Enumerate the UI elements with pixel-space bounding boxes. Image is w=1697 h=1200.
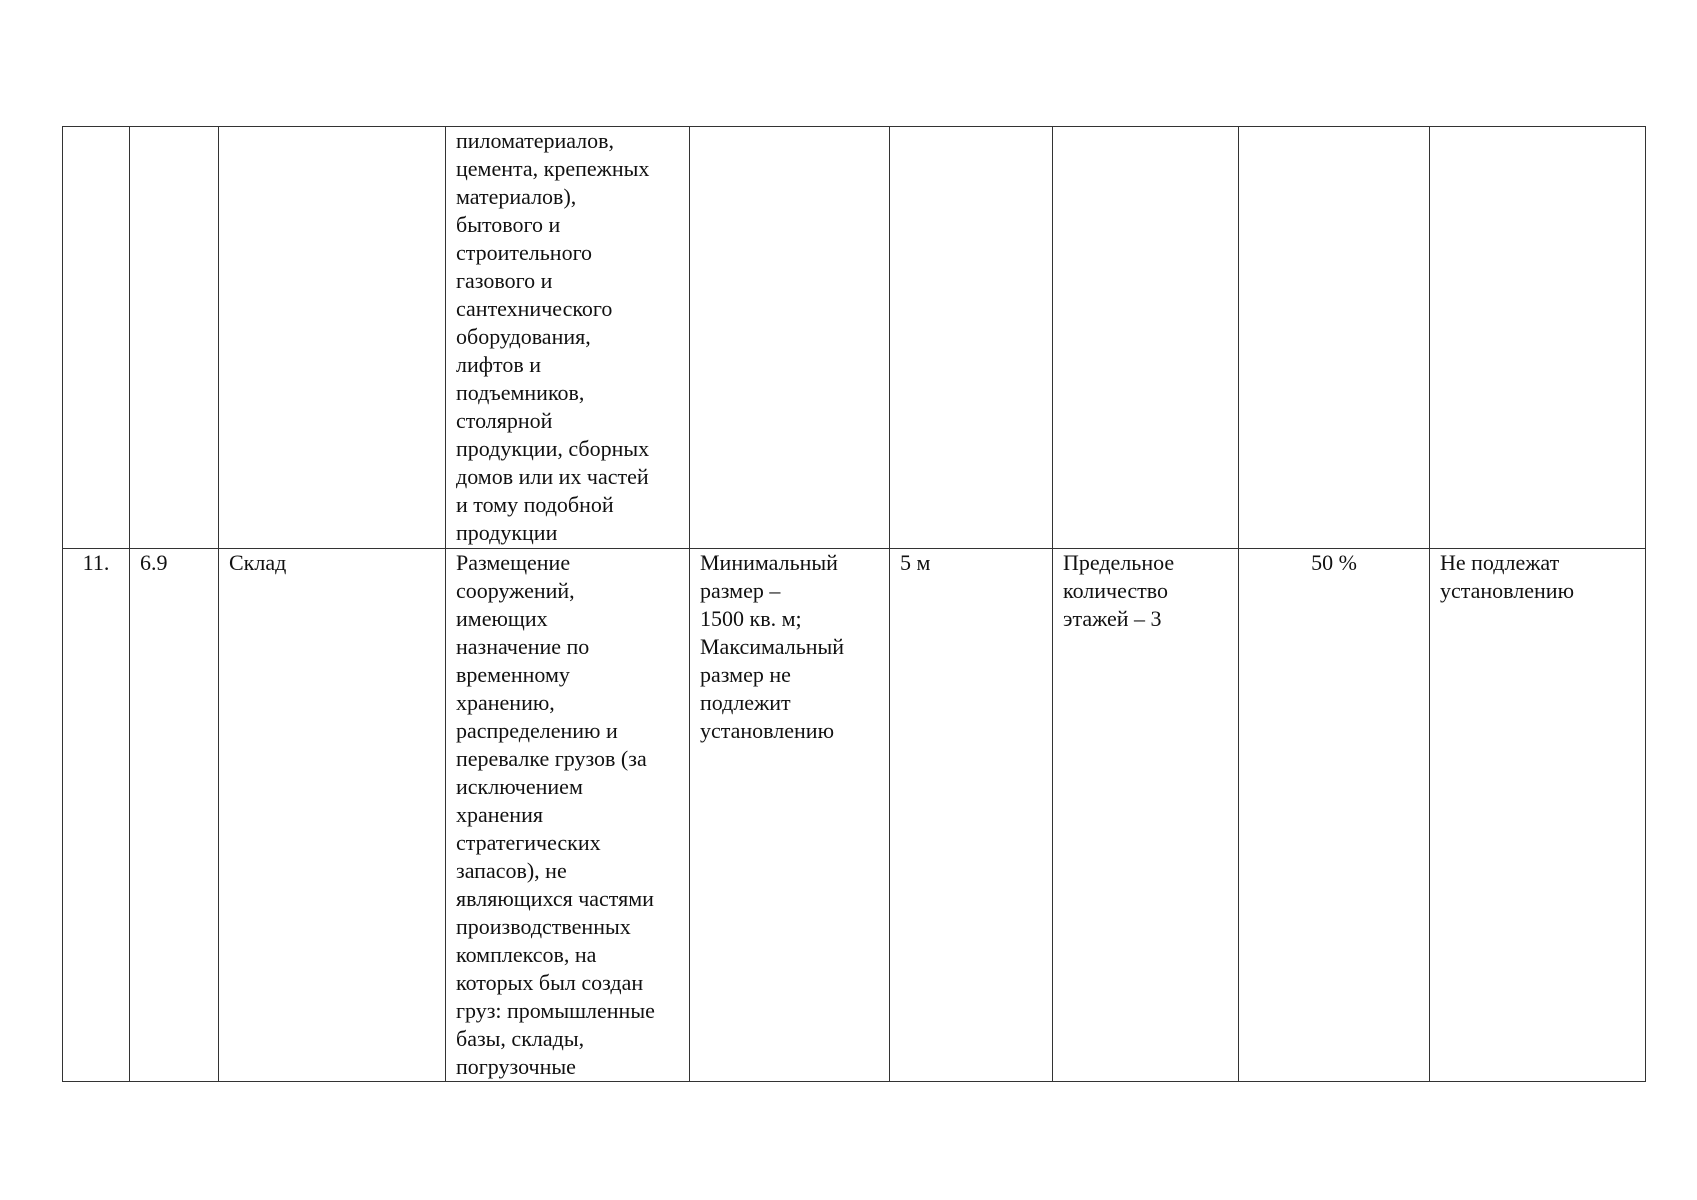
cell-plot-size <box>690 549 890 1082</box>
description-text: пиломатериалов, цемента, крепежных материалов), бытового и строительного газового и сантехнического оборудования, лифтов и подъемников, столярной продукции, сборных домов или их частей и тому подобной продукции <box>456 128 650 545</box>
cell-plot-size <box>690 127 890 549</box>
floors-text: Предельное количество этажей – 3 <box>1063 550 1175 631</box>
cell-code <box>130 127 219 549</box>
cell-other <box>1430 127 1646 549</box>
table-row-11 <box>63 549 1646 1082</box>
cell-floors <box>1053 549 1239 1082</box>
cell-description <box>446 127 690 549</box>
cell-floors <box>1053 127 1239 549</box>
cell-number <box>63 127 130 549</box>
coverage-text: 50 % <box>1311 550 1357 575</box>
setback-text: 5 м <box>900 550 931 575</box>
cell-setback <box>890 127 1053 549</box>
description-text: Размещение сооружений, имеющих назначение по временному хранению, распределению и перевалке грузов (за исключением хранения стратегических запасов), не являющихся частями производственных комплексов, на которых был создан груз: промышленные базы, склады, погрузочные <box>456 550 655 1079</box>
row-number: 11. <box>82 550 110 575</box>
cell-number <box>63 549 130 1082</box>
cell-name <box>219 127 446 549</box>
regulations-table <box>62 126 1646 1082</box>
cell-code <box>130 549 219 1082</box>
cell-coverage <box>1239 549 1430 1082</box>
row-code: 6.9 <box>140 550 168 575</box>
row-name: Склад <box>229 550 287 575</box>
cell-description <box>446 549 690 1082</box>
other-text: Не подлежат установлению <box>1440 550 1575 603</box>
cell-other <box>1430 549 1646 1082</box>
table-row-continued <box>63 127 1646 549</box>
cell-name <box>219 549 446 1082</box>
cell-coverage <box>1239 127 1430 549</box>
plot-size-text: Минимальный размер – 1500 кв. м; Максимальный размер не подлежит установлению <box>700 550 845 743</box>
cell-setback <box>890 549 1053 1082</box>
